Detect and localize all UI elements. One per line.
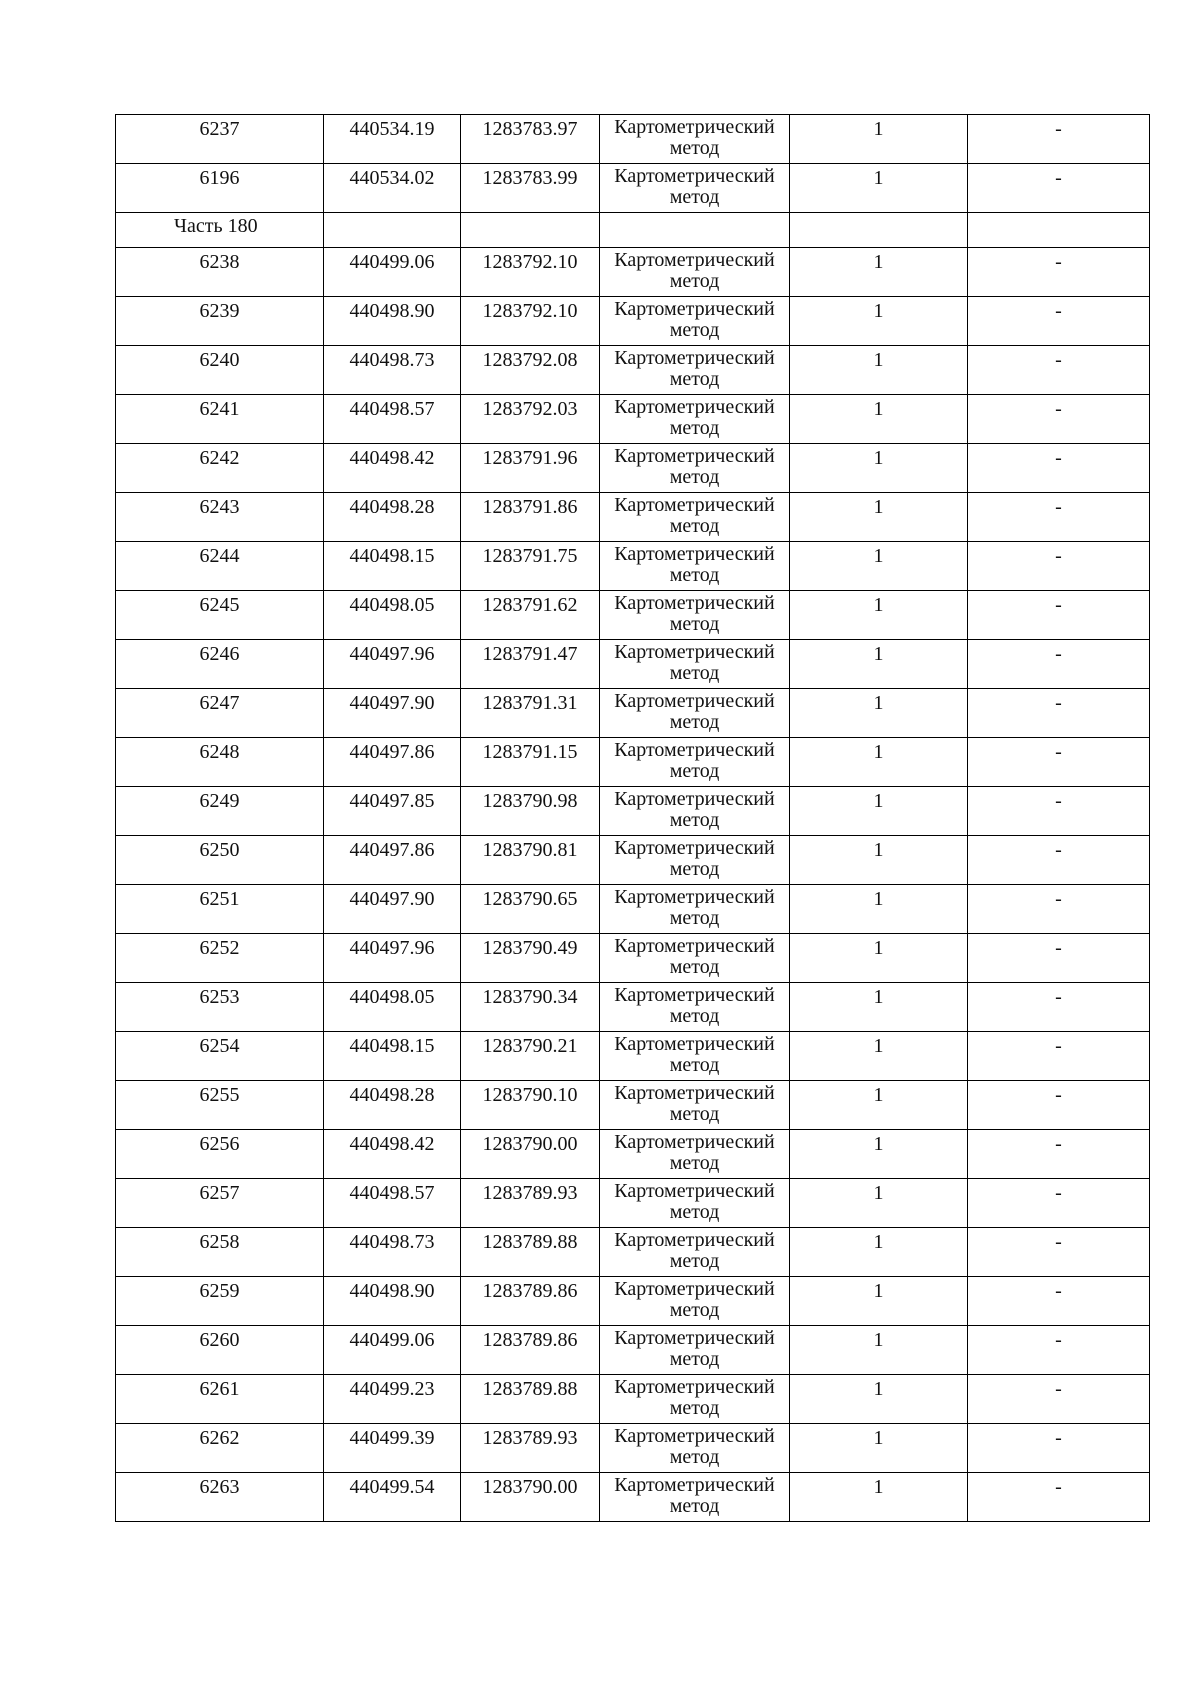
point-number-cell: 6248 xyxy=(116,738,324,787)
note-cell: - xyxy=(968,1081,1150,1130)
method-text-line: метод xyxy=(669,1446,720,1468)
method-text-line: Картометрический xyxy=(614,1131,775,1153)
accuracy-cell: 1 xyxy=(790,542,968,591)
method-text-line: метод xyxy=(669,956,720,978)
accuracy-cell: 1 xyxy=(790,591,968,640)
accuracy-cell: 1 xyxy=(790,983,968,1032)
method-text-line: Картометрический xyxy=(614,165,775,187)
point-number-cell: 6246 xyxy=(116,640,324,689)
note-cell: - xyxy=(968,395,1150,444)
table-row xyxy=(116,640,1150,689)
x-coordinate-cell: 440498.57 xyxy=(324,395,461,444)
y-coordinate-cell: 1283790.49 xyxy=(461,934,600,983)
y-coordinate-cell: 1283791.96 xyxy=(461,444,600,493)
note-cell: - xyxy=(968,297,1150,346)
method-cell xyxy=(600,640,790,689)
method-cell xyxy=(600,1032,790,1081)
method-text-line: метод xyxy=(669,1152,720,1174)
table-row xyxy=(116,1130,1150,1179)
x-coordinate-cell: 440498.28 xyxy=(324,1081,461,1130)
method-text-line: Картометрический xyxy=(614,494,775,516)
point-number-cell: 6244 xyxy=(116,542,324,591)
method-text-line: метод xyxy=(669,1103,720,1125)
method-text-line: метод xyxy=(669,417,720,439)
method-cell xyxy=(600,1130,790,1179)
method-text-line: Картометрический xyxy=(614,1033,775,1055)
y-coordinate-cell: 1283792.08 xyxy=(461,346,600,395)
note-cell: - xyxy=(968,493,1150,542)
method-cell xyxy=(600,689,790,738)
table-row xyxy=(116,346,1150,395)
y-coordinate-cell: 1283789.88 xyxy=(461,1228,600,1277)
point-number-cell: 6261 xyxy=(116,1375,324,1424)
accuracy-cell: 1 xyxy=(790,346,968,395)
table-row xyxy=(116,983,1150,1032)
accuracy-cell: 1 xyxy=(790,1326,968,1375)
method-cell xyxy=(600,591,790,640)
y-coordinate-cell: 1283790.98 xyxy=(461,787,600,836)
accuracy-cell: 1 xyxy=(790,934,968,983)
table-body-after-section xyxy=(116,248,1150,1522)
y-coordinate-cell: 1283789.93 xyxy=(461,1424,600,1473)
x-coordinate-cell: 440498.15 xyxy=(324,542,461,591)
table-row xyxy=(116,248,1150,297)
method-text-line: метод xyxy=(669,858,720,880)
method-cell xyxy=(600,297,790,346)
table-row xyxy=(116,787,1150,836)
y-coordinate-cell: 1283789.86 xyxy=(461,1326,600,1375)
x-coordinate-cell: 440497.85 xyxy=(324,787,461,836)
accuracy-cell: 1 xyxy=(790,164,968,213)
method-text-line: метод xyxy=(669,515,720,537)
y-coordinate-cell: 1283790.00 xyxy=(461,1473,600,1522)
method-text-line: Картометрический xyxy=(614,739,775,761)
note-cell: - xyxy=(968,1032,1150,1081)
table-row xyxy=(116,885,1150,934)
accuracy-cell: 1 xyxy=(790,1228,968,1277)
point-number-cell: 6254 xyxy=(116,1032,324,1081)
note-cell: - xyxy=(968,1130,1150,1179)
method-text-line: метод xyxy=(669,1201,720,1223)
method-cell xyxy=(600,1228,790,1277)
note-cell: - xyxy=(968,640,1150,689)
accuracy-cell: 1 xyxy=(790,297,968,346)
method-text-line: метод xyxy=(669,368,720,390)
note-cell: - xyxy=(968,934,1150,983)
point-number-cell: 6196 xyxy=(116,164,324,213)
note-cell: - xyxy=(968,542,1150,591)
method-cell xyxy=(600,983,790,1032)
y-coordinate-cell: 1283791.86 xyxy=(461,493,600,542)
method-text-line: Картометрический xyxy=(614,1229,775,1251)
y-coordinate-cell: 1283792.10 xyxy=(461,297,600,346)
accuracy-cell: 1 xyxy=(790,1424,968,1473)
method-text-line: метод xyxy=(669,1397,720,1419)
empty-cell xyxy=(461,213,600,248)
accuracy-cell: 1 xyxy=(790,493,968,542)
table-row xyxy=(116,1179,1150,1228)
x-coordinate-cell: 440498.15 xyxy=(324,1032,461,1081)
method-text-line: Картометрический xyxy=(614,1327,775,1349)
method-text-line: Картометрический xyxy=(614,1474,775,1496)
y-coordinate-cell: 1283790.10 xyxy=(461,1081,600,1130)
table-row xyxy=(116,1375,1150,1424)
method-text-line: метод xyxy=(669,809,720,831)
method-text-line: Картометрический xyxy=(614,396,775,418)
accuracy-cell: 1 xyxy=(790,787,968,836)
method-cell xyxy=(600,787,790,836)
x-coordinate-cell: 440499.54 xyxy=(324,1473,461,1522)
coordinates-table xyxy=(115,114,1150,1522)
note-cell: - xyxy=(968,738,1150,787)
point-number-cell: 6257 xyxy=(116,1179,324,1228)
method-text-line: метод xyxy=(669,1348,720,1370)
point-number-cell: 6239 xyxy=(116,297,324,346)
x-coordinate-cell: 440498.42 xyxy=(324,444,461,493)
table-row xyxy=(116,934,1150,983)
method-text-line: метод xyxy=(669,1250,720,1272)
point-number-cell: 6256 xyxy=(116,1130,324,1179)
note-cell: - xyxy=(968,346,1150,395)
method-text-line: Картометрический xyxy=(614,1278,775,1300)
accuracy-cell: 1 xyxy=(790,640,968,689)
method-text-line: метод xyxy=(669,711,720,733)
x-coordinate-cell: 440498.57 xyxy=(324,1179,461,1228)
x-coordinate-cell: 440497.96 xyxy=(324,934,461,983)
point-number-cell: 6262 xyxy=(116,1424,324,1473)
table-row xyxy=(116,542,1150,591)
x-coordinate-cell: 440497.96 xyxy=(324,640,461,689)
method-text-line: Картометрический xyxy=(614,592,775,614)
method-text-line: Картометрический xyxy=(614,543,775,565)
table-row xyxy=(116,1326,1150,1375)
method-text-line: Картометрический xyxy=(614,935,775,957)
accuracy-cell: 1 xyxy=(790,836,968,885)
table-row xyxy=(116,1032,1150,1081)
method-text-line: метод xyxy=(669,662,720,684)
y-coordinate-cell: 1283783.97 xyxy=(461,115,600,164)
y-coordinate-cell: 1283783.99 xyxy=(461,164,600,213)
method-cell xyxy=(600,1326,790,1375)
y-coordinate-cell: 1283791.75 xyxy=(461,542,600,591)
method-text-line: метод xyxy=(669,564,720,586)
accuracy-cell: 1 xyxy=(790,444,968,493)
note-cell: - xyxy=(968,1228,1150,1277)
method-cell xyxy=(600,1375,790,1424)
point-number-cell: 6242 xyxy=(116,444,324,493)
method-cell xyxy=(600,115,790,164)
y-coordinate-cell: 1283789.93 xyxy=(461,1179,600,1228)
point-number-cell: 6250 xyxy=(116,836,324,885)
note-cell: - xyxy=(968,115,1150,164)
method-text-line: метод xyxy=(669,466,720,488)
x-coordinate-cell: 440497.90 xyxy=(324,885,461,934)
method-text-line: метод xyxy=(669,270,720,292)
y-coordinate-cell: 1283790.00 xyxy=(461,1130,600,1179)
method-text-line: метод xyxy=(669,319,720,341)
y-coordinate-cell: 1283790.81 xyxy=(461,836,600,885)
note-cell: - xyxy=(968,1277,1150,1326)
table-row xyxy=(116,164,1150,213)
note-cell: - xyxy=(968,689,1150,738)
y-coordinate-cell: 1283790.21 xyxy=(461,1032,600,1081)
point-number-cell: 6240 xyxy=(116,346,324,395)
accuracy-cell: 1 xyxy=(790,395,968,444)
method-text-line: Картометрический xyxy=(614,347,775,369)
note-cell: - xyxy=(968,164,1150,213)
table-row xyxy=(116,444,1150,493)
accuracy-cell: 1 xyxy=(790,885,968,934)
y-coordinate-cell: 1283791.15 xyxy=(461,738,600,787)
point-number-cell: 6253 xyxy=(116,983,324,1032)
y-coordinate-cell: 1283792.03 xyxy=(461,395,600,444)
accuracy-cell: 1 xyxy=(790,248,968,297)
method-cell xyxy=(600,346,790,395)
method-cell xyxy=(600,1277,790,1326)
x-coordinate-cell: 440498.90 xyxy=(324,1277,461,1326)
accuracy-cell: 1 xyxy=(790,1130,968,1179)
y-coordinate-cell: 1283790.65 xyxy=(461,885,600,934)
accuracy-cell: 1 xyxy=(790,1081,968,1130)
note-cell: - xyxy=(968,1326,1150,1375)
x-coordinate-cell: 440534.19 xyxy=(324,115,461,164)
table-row xyxy=(116,493,1150,542)
method-cell xyxy=(600,934,790,983)
x-coordinate-cell: 440497.86 xyxy=(324,738,461,787)
method-cell xyxy=(600,164,790,213)
note-cell: - xyxy=(968,1375,1150,1424)
method-text-line: Картометрический xyxy=(614,1082,775,1104)
table-row xyxy=(116,836,1150,885)
y-coordinate-cell: 1283791.31 xyxy=(461,689,600,738)
section-label: Часть 180 xyxy=(116,213,324,248)
table-row xyxy=(116,689,1150,738)
accuracy-cell: 1 xyxy=(790,1375,968,1424)
method-text-line: метод xyxy=(669,613,720,635)
method-cell xyxy=(600,1473,790,1522)
point-number-cell: 6249 xyxy=(116,787,324,836)
note-cell: - xyxy=(968,248,1150,297)
method-text-line: метод xyxy=(669,760,720,782)
point-number-cell: 6260 xyxy=(116,1326,324,1375)
note-cell: - xyxy=(968,591,1150,640)
method-cell xyxy=(600,1081,790,1130)
point-number-cell: 6252 xyxy=(116,934,324,983)
x-coordinate-cell: 440497.86 xyxy=(324,836,461,885)
empty-cell xyxy=(790,213,968,248)
method-text-line: метод xyxy=(669,1005,720,1027)
method-text-line: метод xyxy=(669,1299,720,1321)
note-cell: - xyxy=(968,836,1150,885)
point-number-cell: 6238 xyxy=(116,248,324,297)
y-coordinate-cell: 1283791.62 xyxy=(461,591,600,640)
point-number-cell: 6259 xyxy=(116,1277,324,1326)
x-coordinate-cell: 440498.73 xyxy=(324,346,461,395)
method-text-line: метод xyxy=(669,1054,720,1076)
x-coordinate-cell: 440499.39 xyxy=(324,1424,461,1473)
method-text-line: Картометрический xyxy=(614,837,775,859)
table-body-before-section xyxy=(116,115,1150,213)
point-number-cell: 6237 xyxy=(116,115,324,164)
method-cell xyxy=(600,542,790,591)
method-cell xyxy=(600,248,790,297)
method-cell xyxy=(600,395,790,444)
y-coordinate-cell: 1283789.86 xyxy=(461,1277,600,1326)
accuracy-cell: 1 xyxy=(790,115,968,164)
method-text-line: Картометрический xyxy=(614,641,775,663)
point-number-cell: 6251 xyxy=(116,885,324,934)
table-row xyxy=(116,395,1150,444)
table-row xyxy=(116,1277,1150,1326)
method-text-line: метод xyxy=(669,186,720,208)
table-row xyxy=(116,1424,1150,1473)
x-coordinate-cell: 440498.42 xyxy=(324,1130,461,1179)
method-cell xyxy=(600,836,790,885)
method-text-line: Картометрический xyxy=(614,1180,775,1202)
method-cell xyxy=(600,885,790,934)
point-number-cell: 6247 xyxy=(116,689,324,738)
accuracy-cell: 1 xyxy=(790,738,968,787)
empty-cell xyxy=(324,213,461,248)
note-cell: - xyxy=(968,787,1150,836)
method-cell xyxy=(600,738,790,787)
method-cell xyxy=(600,444,790,493)
x-coordinate-cell: 440498.05 xyxy=(324,591,461,640)
method-text-line: Картометрический xyxy=(614,1425,775,1447)
accuracy-cell: 1 xyxy=(790,1179,968,1228)
method-text-line: Картометрический xyxy=(614,445,775,467)
table-row xyxy=(116,297,1150,346)
accuracy-cell: 1 xyxy=(790,1473,968,1522)
method-cell xyxy=(600,1179,790,1228)
method-text-line: Картометрический xyxy=(614,298,775,320)
y-coordinate-cell: 1283791.47 xyxy=(461,640,600,689)
method-text-line: Картометрический xyxy=(614,116,775,138)
point-number-cell: 6245 xyxy=(116,591,324,640)
x-coordinate-cell: 440534.02 xyxy=(324,164,461,213)
point-number-cell: 6263 xyxy=(116,1473,324,1522)
point-number-cell: 6255 xyxy=(116,1081,324,1130)
note-cell: - xyxy=(968,444,1150,493)
method-text-line: метод xyxy=(669,137,720,159)
x-coordinate-cell: 440499.23 xyxy=(324,1375,461,1424)
method-text-line: Картометрический xyxy=(614,249,775,271)
table-row xyxy=(116,1081,1150,1130)
note-cell: - xyxy=(968,1424,1150,1473)
empty-cell xyxy=(600,213,790,248)
y-coordinate-cell: 1283790.34 xyxy=(461,983,600,1032)
note-cell: - xyxy=(968,885,1150,934)
method-cell xyxy=(600,493,790,542)
empty-cell xyxy=(968,213,1150,248)
section-header xyxy=(116,213,1150,248)
accuracy-cell: 1 xyxy=(790,689,968,738)
method-text-line: метод xyxy=(669,1495,720,1517)
table-row xyxy=(116,115,1150,164)
note-cell: - xyxy=(968,983,1150,1032)
table-row xyxy=(116,1228,1150,1277)
method-text-line: Картометрический xyxy=(614,1376,775,1398)
point-number-cell: 6258 xyxy=(116,1228,324,1277)
accuracy-cell: 1 xyxy=(790,1277,968,1326)
note-cell: - xyxy=(968,1179,1150,1228)
method-cell xyxy=(600,1424,790,1473)
x-coordinate-cell: 440498.28 xyxy=(324,493,461,542)
x-coordinate-cell: 440498.73 xyxy=(324,1228,461,1277)
method-text-line: Картометрический xyxy=(614,690,775,712)
table-row xyxy=(116,738,1150,787)
y-coordinate-cell: 1283792.10 xyxy=(461,248,600,297)
note-cell: - xyxy=(968,1473,1150,1522)
table-row xyxy=(116,1473,1150,1522)
section-row xyxy=(116,213,1150,248)
accuracy-cell: 1 xyxy=(790,1032,968,1081)
x-coordinate-cell: 440498.05 xyxy=(324,983,461,1032)
method-text-line: Картометрический xyxy=(614,788,775,810)
x-coordinate-cell: 440499.06 xyxy=(324,248,461,297)
y-coordinate-cell: 1283789.88 xyxy=(461,1375,600,1424)
point-number-cell: 6243 xyxy=(116,493,324,542)
x-coordinate-cell: 440497.90 xyxy=(324,689,461,738)
x-coordinate-cell: 440498.90 xyxy=(324,297,461,346)
method-text-line: Картометрический xyxy=(614,984,775,1006)
x-coordinate-cell: 440499.06 xyxy=(324,1326,461,1375)
method-text-line: Картометрический xyxy=(614,886,775,908)
point-number-cell: 6241 xyxy=(116,395,324,444)
method-text-line: метод xyxy=(669,907,720,929)
table-row xyxy=(116,591,1150,640)
